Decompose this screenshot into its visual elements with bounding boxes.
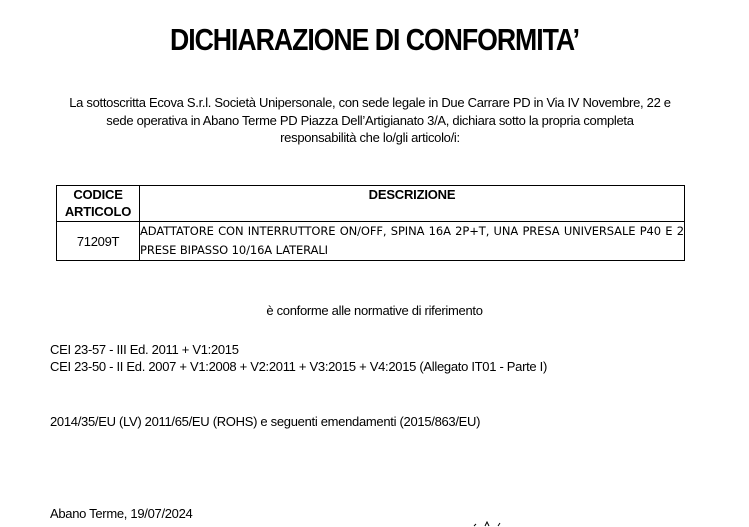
articles-table bbox=[56, 185, 685, 261]
table-row bbox=[57, 222, 685, 261]
header-article-code: CODICE ARTICOLO bbox=[57, 186, 140, 222]
header-description: DESCRIZIONE bbox=[140, 186, 685, 222]
conformity-statement: è conforme alle normative di riferimento bbox=[266, 303, 483, 318]
intro-line: responsabilità che lo/gli articolo/i: bbox=[280, 130, 460, 145]
article-code-cell: 71209T bbox=[57, 222, 140, 261]
table-header-row bbox=[57, 186, 685, 222]
norms-list bbox=[50, 341, 547, 375]
place-date: Abano Terme, 19/07/2024 bbox=[50, 506, 193, 521]
intro-line: La sottoscritta Ecova S.r.l. Società Unipersonale, con sede legale in Due Carrare PD in Via IV Novembre, 22 e bbox=[69, 95, 671, 110]
intro-paragraph bbox=[40, 94, 700, 147]
directives-line: 2014/35/EU (LV) 2011/65/EU (ROHS) e seguenti emendamenti (2015/863/EU) bbox=[50, 414, 481, 429]
intro-line: sede operativa in Abano Terme PD Piazza Dell’Artigianato 3/A, dichiara sotto la propria completa bbox=[106, 112, 634, 128]
article-description-cell: ADATTATORE CON INTERRUTTORE ON/OFF, SPINA 16A 2P+T, UNA PRESA UNIVERSALE P40 E 2 PRESE BIPASSO 10/16A LATERALI bbox=[140, 222, 685, 261]
norm-item: CEI 23-50 - II Ed. 2007 + V1:2008 + V2:2011 + V3:2015 + V4:2015 (Allegato IT01 - Parte I) bbox=[50, 359, 548, 374]
norm-item: CEI 23-57 - III Ed. 2011 + V1:2015 bbox=[50, 342, 239, 357]
document-title: DICHIARAZIONE DI CONFORMITA’ bbox=[169, 22, 580, 57]
